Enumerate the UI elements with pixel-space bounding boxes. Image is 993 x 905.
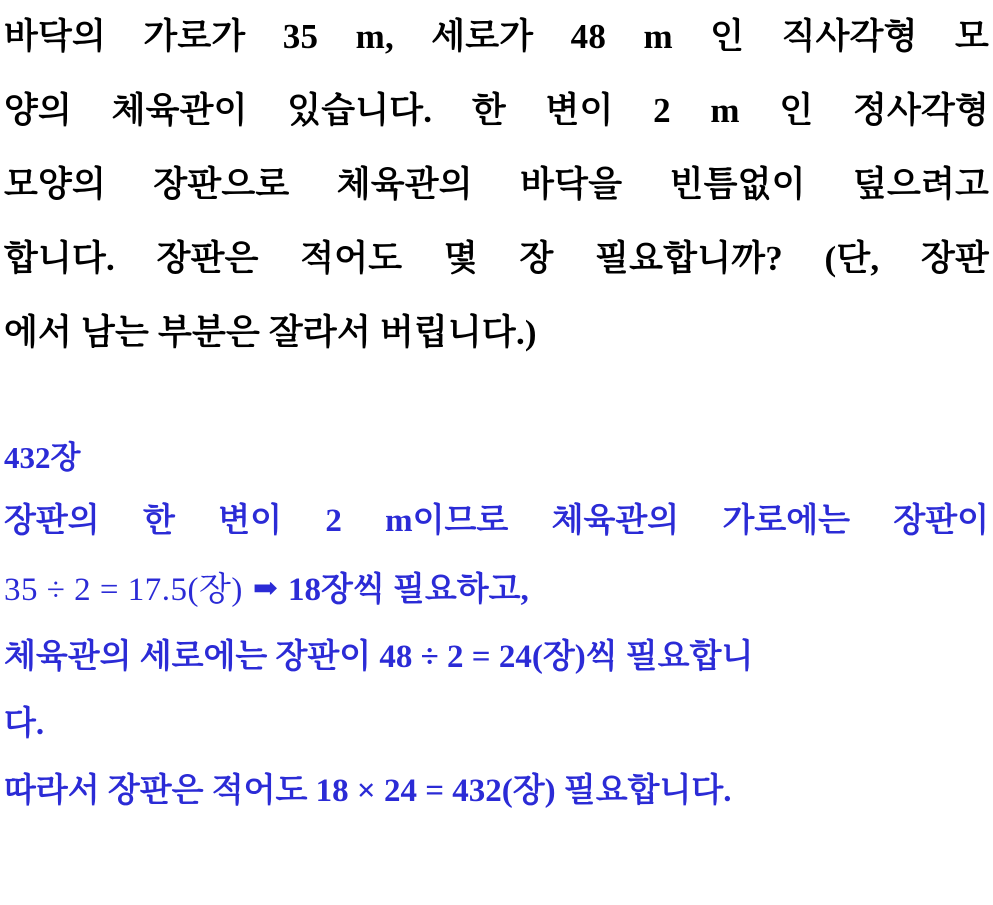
- solution-expression-horizontal: 35 ÷ 2 = 17.5(장): [4, 572, 243, 608]
- problem-line-5: 에서 남는 부분은 잘라서 버립니다.): [4, 313, 537, 352]
- problem-line-4: 합니다. 장판은 적어도 몇 장 필요합니까? (단, 장판: [4, 239, 989, 278]
- problem-line-1: 바닥의 가로가 35 m, 세로가 48 m 인 직사각형 모: [4, 17, 989, 56]
- solution-block: [4, 428, 989, 825]
- solution-line-3: 체육관의 세로에는 장판이 48 ÷ 2 = 24(장)씩 필요합니: [4, 639, 754, 675]
- answer-value: 432장: [4, 440, 81, 475]
- arrow-icon: ➡: [252, 572, 278, 605]
- solution-line-2-tail: 18장씩 필요하고,: [287, 572, 529, 608]
- problem-line-2: 양의 체육관이 있습니다. 한 변이 2 m 인 정사각형: [4, 91, 989, 130]
- solution-line-5: 따라서 장판은 적어도 18 × 24 = 432(장) 필요합니다.: [4, 773, 732, 809]
- solution-line-4: 다.: [4, 706, 45, 742]
- solution-line-2: [4, 555, 989, 624]
- solution-line-1: 장판의 한 변이 2 m이므로 체육관의 가로에는 장판이: [4, 503, 989, 539]
- problem-line-3: 모양의 장판으로 체육관의 바닥을 빈틈없이 덮으려고: [4, 165, 989, 204]
- spacer: [4, 370, 989, 428]
- problem-statement: [4, 0, 989, 370]
